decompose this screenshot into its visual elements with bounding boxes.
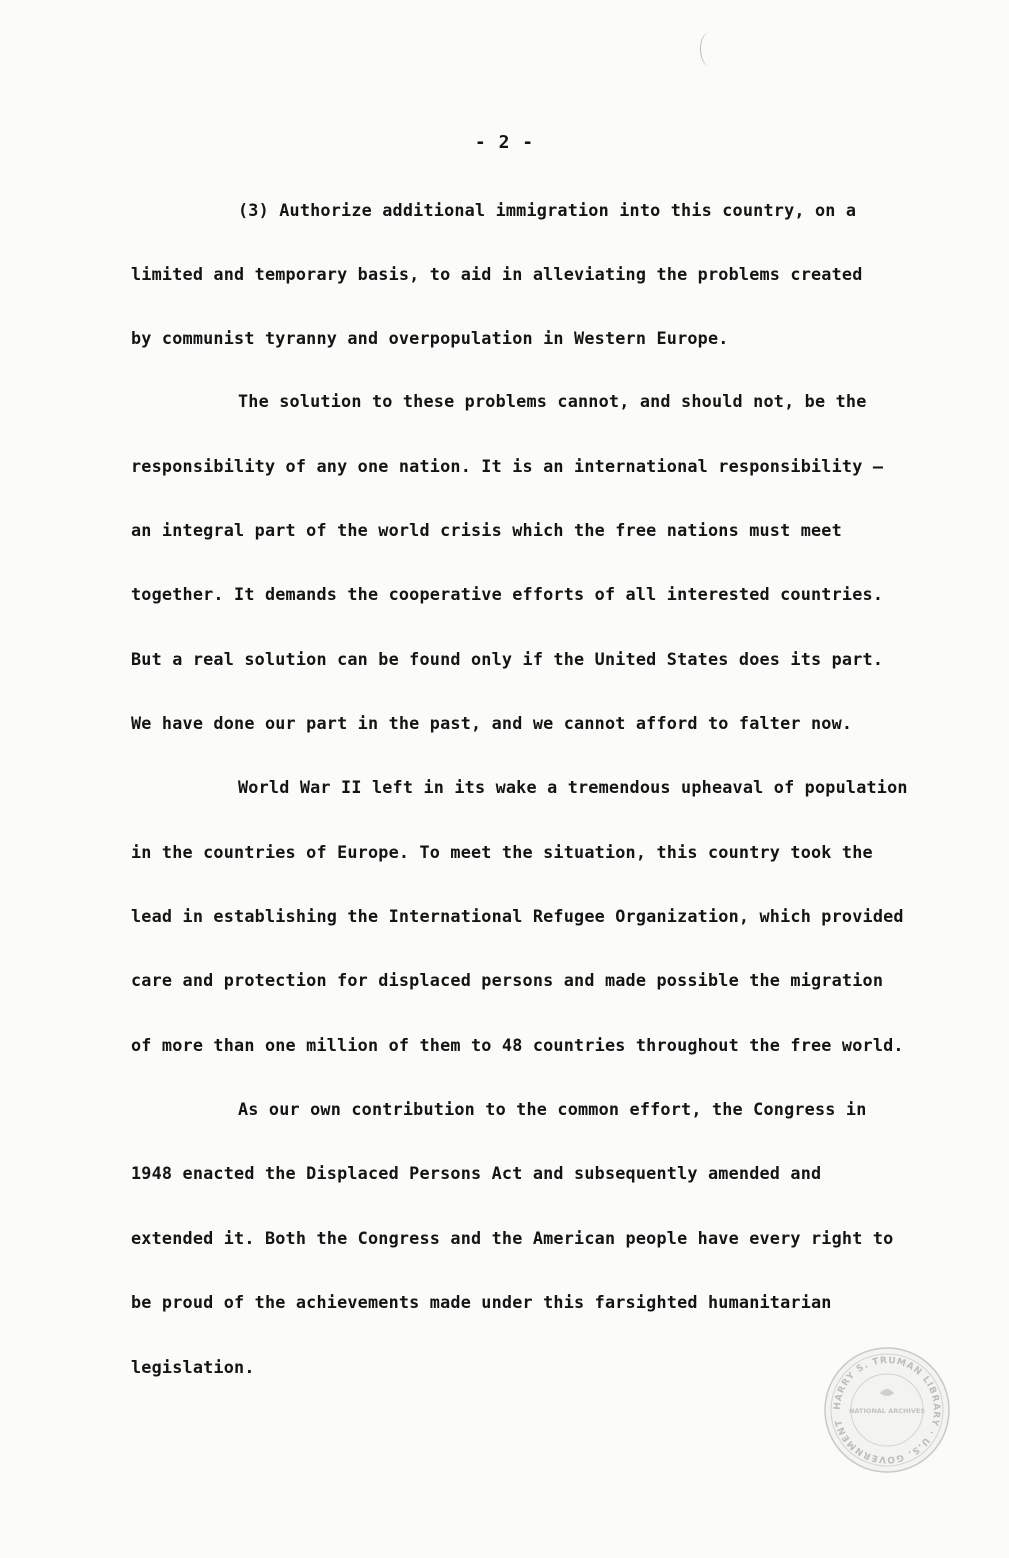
text-line: lead in establishing the International Refugee Organization, which provided (131, 906, 904, 926)
text-line: of more than one million of them to 48 countries throughout the free world. (131, 1035, 904, 1055)
page-number: - 2 - (474, 132, 535, 153)
text-line: care and protection for displaced persons and made possible the migration (131, 970, 884, 990)
text-line: responsibility of any one nation. It is an international responsibility — (131, 456, 884, 476)
text-line: As our own contribution to the common effort, the Congress in (238, 1099, 867, 1119)
text-line: together. It demands the cooperative efforts of all interested countries. (131, 584, 884, 604)
text-line: be proud of the achievements made under this farsighted humanitarian (131, 1292, 832, 1312)
text-line: an integral part of the world crisis which the free nations must meet (131, 520, 842, 540)
text-line: But a real solution can be found only if the United States does its part. (131, 649, 884, 669)
seal-ring-text: HARRY S. TRUMAN LIBRARY · U.S. GOVERNMENT (832, 1355, 942, 1465)
text-line: by communist tyranny and overpopulation in Western Europe. (131, 328, 729, 348)
text-line: extended it. Both the Congress and the American people have every right to (131, 1228, 894, 1248)
library-seal-icon (822, 1345, 952, 1475)
corner-mark (700, 32, 719, 66)
text-line: World War II left in its wake a tremendous upheaval of population (238, 777, 908, 797)
text-line: (3) Authorize additional immigration into this country, on a (238, 200, 857, 220)
text-line: limited and temporary basis, to aid in alleviating the problems created (131, 264, 863, 284)
text-line: The solution to these problems cannot, and should not, be the (238, 391, 867, 411)
text-line: 1948 enacted the Displaced Persons Act and subsequently amended and (131, 1163, 822, 1183)
text-line: We have done our part in the past, and we cannot afford to falter now. (131, 713, 853, 733)
text-line: legislation. (131, 1357, 255, 1377)
text-line: in the countries of Europe. To meet the situation, this country took the (131, 842, 873, 862)
seal-center-text: NATIONAL ARCHIVES (848, 1407, 926, 1415)
